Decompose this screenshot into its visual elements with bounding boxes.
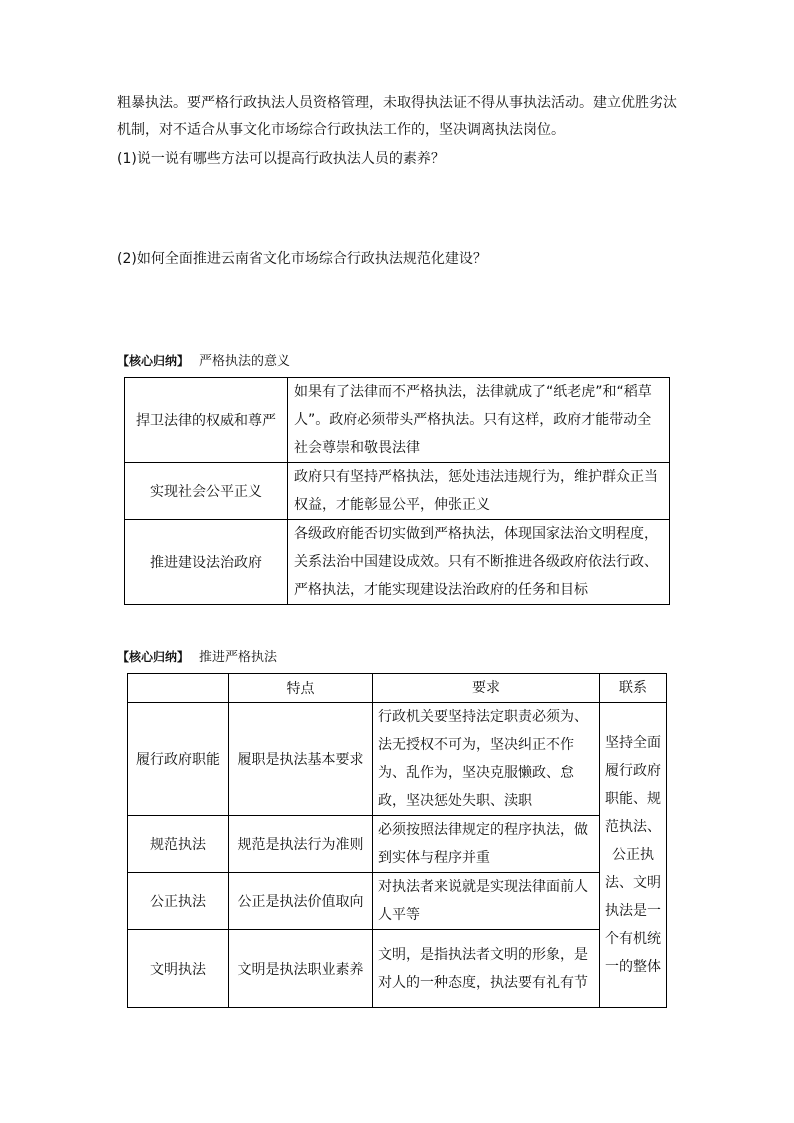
intro-line-1: 粗暴执法。要严格行政执法人员资格管理，未取得执法证不得从事执法活动。建立优胜劣汰 [117, 95, 677, 111]
row-text: 政府只有坚持严格执法，惩处违法违规行为，维护群众正当权益，才能彰显公平，伸张正义 [288, 463, 670, 520]
table-header-row [128, 674, 667, 703]
question-2: (2)如何全面推进云南省文化市场综合行政执法规范化建设？ [117, 251, 487, 267]
table-row [128, 703, 667, 816]
row-feature: 履职是执法基本要求 [229, 703, 373, 816]
row-feature: 公正是执法价值取向 [229, 873, 373, 930]
row-name: 规范执法 [128, 816, 229, 873]
header-feature: 特点 [229, 674, 373, 703]
row-text: 各级政府能否切实做到严格执法，体现国家法治文明程度，关系法治中国建设成效。只有不断推进各级政府依法行政、严格执法，才能实现建设法治政府的任务和目标 [288, 520, 670, 605]
header-relation: 联系 [600, 674, 667, 703]
row-requirement: 文明，是指执法者文明的形象，是对人的一种态度，执法要有礼有节 [373, 930, 600, 1008]
row-text: 如果有了法律而不严格执法，法律就成了“纸老虎”和“稻草人”。政府必须带头严格执法。只有这样，政府才能带动全社会尊崇和敬畏法律 [288, 378, 670, 463]
section-1-title: 严格执法的意义 [199, 354, 291, 369]
row-name: 履行政府职能 [128, 703, 229, 816]
significance-table [124, 377, 670, 605]
header-empty [128, 674, 229, 703]
table-row [125, 463, 670, 520]
relation-cell: 坚持全面履行政府职能、规范执法、公正执法、文明执法是一个有机统一的整体 [600, 703, 667, 1008]
section-1-tag: 【核心归纳】 [117, 354, 190, 368]
section-2-header [117, 646, 277, 665]
table-row [125, 520, 670, 605]
table-row [128, 873, 667, 930]
row-label: 推进建设法治政府 [125, 520, 288, 605]
row-label: 捍卫法律的权威和尊严 [125, 378, 288, 463]
section-2-title: 推进严格执法 [199, 650, 278, 665]
row-requirement: 对执法者来说就是实现法律面前人人平等 [373, 873, 600, 930]
row-requirement: 必须按照法律规定的程序执法，做到实体与程序并重 [373, 816, 600, 873]
row-name: 文明执法 [128, 930, 229, 1008]
header-requirement: 要求 [373, 674, 600, 703]
intro-line-2: 机制，对不适合从事文化市场综合行政执法工作的，坚决调离执法岗位。 [117, 122, 565, 138]
row-requirement: 行政机关要坚持法定职责必须为、法无授权不可为，坚决纠正不作为、乱作为，坚决克服懒政、怠政，坚决惩处失职、渎职 [373, 703, 600, 816]
row-feature: 文明是执法职业素养 [229, 930, 373, 1008]
question-1: (1)说一说有哪些方法可以提高行政执法人员的素养？ [117, 151, 445, 167]
table-row [128, 930, 667, 1008]
row-name: 公正执法 [128, 873, 229, 930]
section-2-tag: 【核心归纳】 [117, 650, 190, 664]
row-feature: 规范是执法行为准则 [229, 816, 373, 873]
table-row [125, 378, 670, 463]
section-1-header [117, 350, 290, 369]
row-label: 实现社会公平正义 [125, 463, 288, 520]
table-row [128, 816, 667, 873]
enforcement-table [127, 673, 667, 1008]
